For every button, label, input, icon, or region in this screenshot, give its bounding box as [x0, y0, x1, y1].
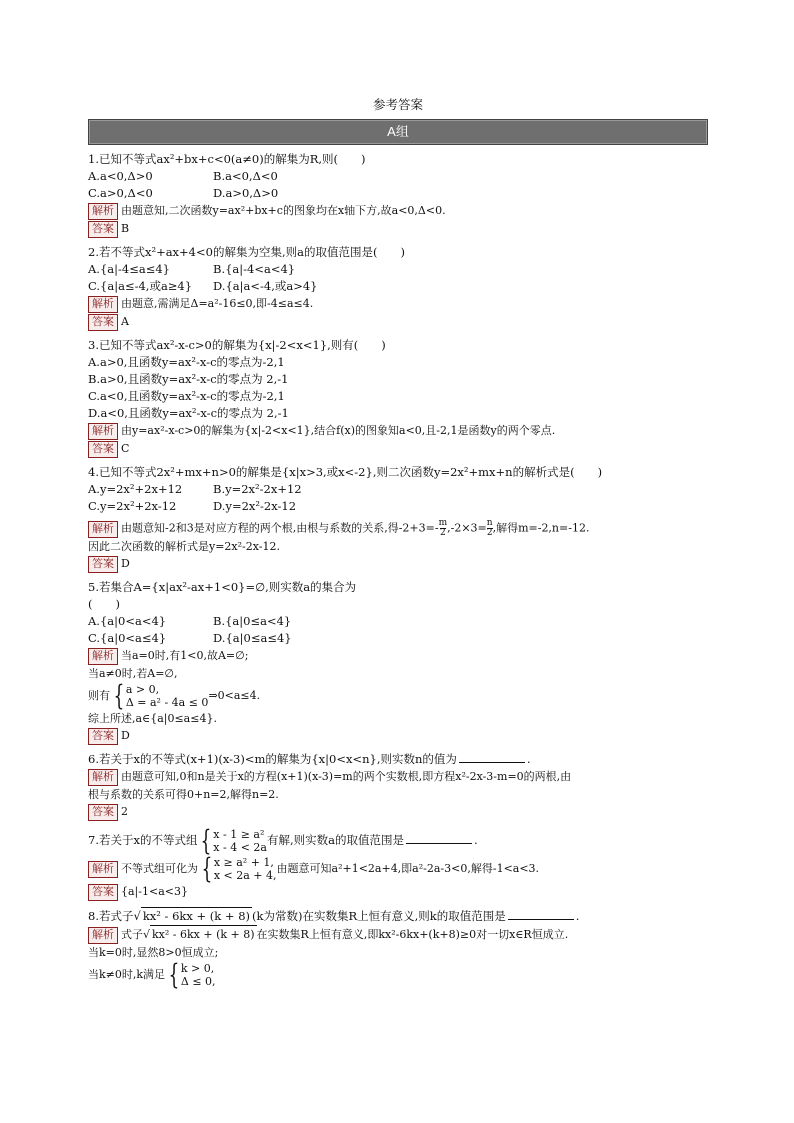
fraction-m: [439, 519, 448, 538]
option-b: B.y=2x²-2x+12: [213, 482, 302, 496]
question-5: [88, 579, 708, 745]
option-d: D.{a|a<-4,或a>4}: [213, 279, 318, 293]
analysis-text: ⇒0<a≤4.: [208, 689, 261, 702]
answer-blank: [508, 908, 574, 920]
answer-tag: 答案: [88, 804, 118, 821]
analysis-text: 综上所述,a∈{a|0≤a≤4}.: [88, 712, 217, 725]
question-stem: 2.若不等式x²+ax+4<0的解集为空集,则a的取值范围是( ): [88, 245, 405, 259]
answer-tag: 答案: [88, 884, 118, 901]
analysis-text: 在实数集R上恒有意义,即kx²-6kx+(k+8)≥0对一切x∈R恒成立.: [256, 928, 569, 941]
option-c: C.a<0,且函数y=ax²-x-c的零点为-2,1: [88, 389, 285, 403]
brace-icon: {: [168, 958, 180, 991]
question-8: [88, 907, 708, 989]
question-stem: 3.已知不等式ax²-x-c>0的解集为{x|-2<x<1},则有( ): [88, 338, 386, 352]
analysis-text: 由题意可知a²+1<2a+4,即a²-2a-3<0,解得-1<a<3.: [276, 862, 540, 875]
brace-icon: {: [113, 679, 125, 712]
answer-text: {a|-1<a<3}: [121, 885, 188, 898]
answer-text: A: [121, 315, 129, 328]
analysis-text: 当k≠0时,k满足: [88, 968, 166, 981]
option-a: A.a>0,且函数y=ax²-x-c的零点为-2,1: [88, 355, 285, 369]
group-header: A组: [88, 119, 708, 145]
sqrt-icon: √: [133, 909, 141, 923]
answer-text: 2: [121, 805, 128, 818]
question-stem: .: [526, 752, 531, 766]
analysis-tag: 解析: [88, 769, 118, 786]
answer-tag: 答案: [88, 221, 118, 238]
answer-text: C: [121, 442, 130, 455]
option-b: B.a<0,Δ<0: [213, 169, 278, 183]
analysis-text: 不等式组可化为: [121, 862, 198, 875]
system-line: Δ ≤ 0,: [180, 975, 216, 988]
analysis-text: 式子: [121, 928, 143, 941]
answer-blank: [406, 832, 472, 844]
question-2: [88, 244, 708, 331]
option-b: B.{a|0≤a<4}: [213, 614, 292, 628]
answer-text: B: [121, 222, 130, 235]
option-d: D.a<0,且函数y=ax²-x-c的零点为 2,-1: [88, 406, 289, 420]
analysis-text: 由题意,需满足Δ=a²-16≤0,即-4≤a≤4.: [121, 297, 314, 310]
fraction-numerator: m: [438, 518, 448, 528]
page-title: 参考答案: [372, 97, 423, 112]
question-paren: ( ): [88, 597, 120, 611]
system-line: k > 0,: [180, 962, 215, 975]
analysis-tag: 解析: [88, 203, 118, 220]
system-line: x - 4 < 2a: [213, 841, 267, 854]
inequality-system: [198, 852, 277, 885]
analysis-text: 由题意知,二次函数y=ax²+bx+c的图象均在x轴下方,故a<0,Δ<0.: [121, 204, 446, 217]
option-b: B.a>0,且函数y=ax²-x-c的零点为 2,-1: [88, 372, 289, 386]
answer-text: D: [121, 729, 130, 742]
fraction-numerator: n: [486, 518, 493, 528]
question-3: [88, 337, 708, 458]
analysis-text: ,-2×3=: [447, 521, 487, 535]
question-4: [88, 464, 708, 573]
system-line: x - 1 ≥ a²: [213, 828, 265, 841]
question-7: [88, 824, 708, 901]
inequality-system: [165, 958, 216, 991]
analysis-text: 当a=0时,有1<0,故A=∅;: [121, 649, 249, 662]
option-c: C.y=2x²+2x-12: [88, 499, 177, 513]
analysis-tag: 解析: [88, 423, 118, 440]
option-a: A.y=2x²+2x+12: [88, 482, 183, 496]
analysis-text: 由题意知-2和3是对应方程的两个根,由根与系数的关系,得-2+3=-: [121, 521, 439, 535]
answer-tag: 答案: [88, 728, 118, 745]
analysis-tag: 解析: [88, 861, 118, 878]
option-c: C.{a|0<a≤4}: [88, 631, 167, 645]
analysis-text: 因此二次函数的解析式是y=2x²-2x-12.: [88, 540, 280, 553]
option-a: A.{a|0<a<4}: [88, 614, 167, 628]
question-stem: 1.已知不等式ax²+bx+c<0(a≠0)的解集为R,则( ): [88, 152, 366, 166]
analysis-text: 当a≠0时,若A=∅,: [88, 667, 178, 680]
system-line: a > 0,: [125, 683, 160, 696]
fraction-denominator: 2: [486, 528, 493, 538]
brace-icon: {: [201, 852, 213, 885]
question-stem: .: [575, 909, 580, 923]
analysis-tag: 解析: [88, 927, 118, 944]
analysis-text: ,解得m=-2,n=-12.: [492, 521, 590, 535]
brace-icon: {: [201, 824, 212, 857]
system-line: x < 2a + 4,: [213, 869, 277, 882]
question-stem: 4.已知不等式2x²+mx+n>0的解集是{x|x>3,或x<-2},则二次函数y=2x²+mx+n的解析式是( ): [88, 465, 603, 479]
option-b: B.{a|-4<a<4}: [213, 262, 296, 276]
question-stem: 有解,则实数a的取值范围是: [266, 833, 404, 847]
option-c: C.a>0,Δ<0: [88, 186, 153, 200]
question-stem: 5.若集合A={x|ax²-ax+1<0}=∅,则实数a的集合为: [88, 580, 357, 594]
option-d: D.y=2x²-2x-12: [213, 499, 297, 513]
analysis-tag: 解析: [88, 648, 118, 665]
system-line: Δ = a² - 4a ≤ 0: [125, 696, 209, 709]
question-1: [88, 151, 708, 238]
fraction-denominator: 2: [439, 528, 446, 538]
question-stem: (k为常数)在实数集R上恒有意义,则k的取值范围是: [252, 909, 506, 923]
sqrt-expression: kx² - 6kx + (k + 8): [142, 909, 250, 923]
answer-page: [88, 95, 708, 989]
analysis-tag: 解析: [88, 521, 118, 538]
sqrt-expression: kx² - 6kx + (k + 8): [150, 925, 257, 943]
option-a: A.a<0,Δ>0: [88, 169, 153, 183]
answer-tag: 答案: [88, 314, 118, 331]
analysis-text: 则有: [88, 689, 110, 702]
analysis-text: 当k=0时,显然8>0恒成立;: [88, 946, 219, 959]
analysis-text: 由题意可知,0和n是关于x的方程(x+1)(x-3)=m的两个实数根,即方程x²-2x-3-m=0的两根,由: [121, 770, 572, 783]
option-c: C.{a|a≤-4,或a≥4}: [88, 279, 193, 293]
answer-blank: [459, 751, 525, 763]
answer-text: D: [121, 557, 130, 570]
sqrt-icon: √: [143, 928, 151, 941]
inequality-system: [110, 679, 209, 712]
inequality-system: [197, 824, 267, 857]
option-d: D.a>0,Δ>0: [213, 186, 279, 200]
question-stem: .: [474, 833, 478, 847]
answer-tag: 答案: [88, 556, 118, 573]
question-stem: 7.若关于x的不等式组: [88, 833, 198, 847]
option-a: A.{a|-4≤a≤4}: [88, 262, 170, 276]
analysis-text: 根与系数的关系可得0+n=2,解得n=2.: [88, 788, 279, 801]
analysis-text: 由y=ax²-x-c>0的解集为{x|-2<x<1},结合f(x)的图象知a<0,且-2,1是函数y的两个零点.: [121, 424, 556, 437]
question-stem: 8.若式子: [88, 909, 134, 923]
question-stem: 6.若关于x的不等式(x+1)(x-3)<m的解集为{x|0<x<n},则实数n的值为: [88, 752, 457, 766]
question-6: [88, 751, 708, 821]
system-line: x ≥ a² + 1,: [213, 856, 274, 869]
option-d: D.{a|0≤a≤4}: [213, 631, 292, 645]
analysis-tag: 解析: [88, 296, 118, 313]
answer-tag: 答案: [88, 441, 118, 458]
